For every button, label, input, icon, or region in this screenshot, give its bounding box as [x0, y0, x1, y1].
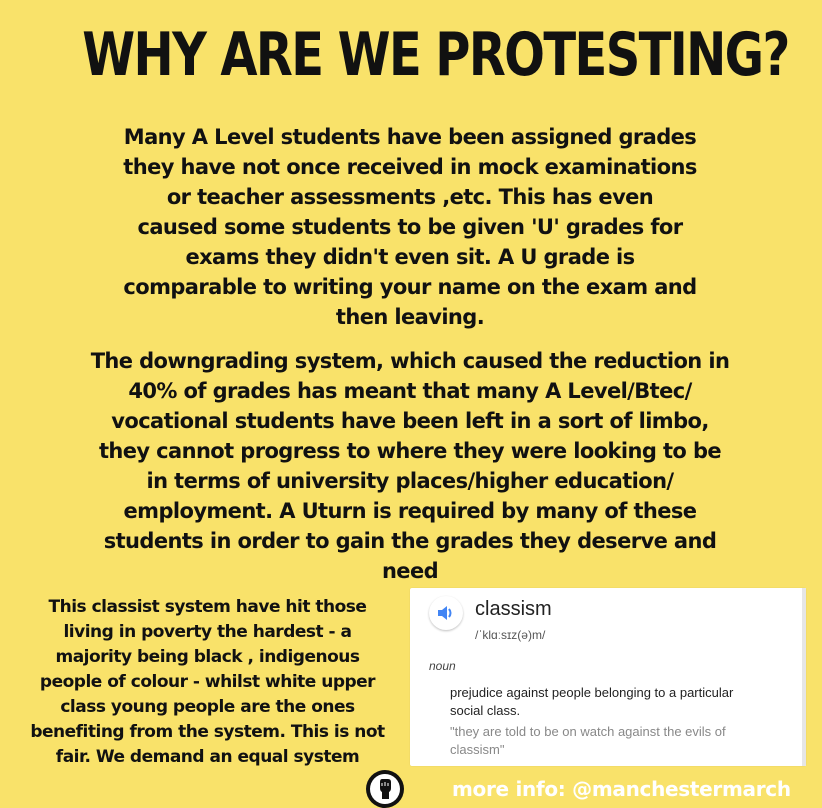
paragraph-line: The downgrading system, which caused the reduction in	[90, 349, 730, 373]
dictionary-definition: prejudice against people belonging to a particular social class.	[450, 685, 734, 718]
paragraph-line: This classist system have hit those	[48, 597, 367, 617]
paragraph-line: need	[381, 559, 439, 583]
paragraph-line: 40% of grades has meant that many A Level/Btec/	[128, 379, 692, 403]
paragraph-line: vocational students have been left in a sort of limbo,	[111, 409, 709, 433]
paragraph-line: majority being black , indigenous	[55, 647, 360, 667]
paragraph-line: benefiting from the system. This is not	[30, 722, 385, 742]
paragraph-line: class young people are the ones	[60, 697, 355, 717]
card-divider	[802, 588, 806, 766]
paragraph-line: people of colour - whilst white upper	[39, 672, 376, 692]
paragraph-line: students in order to gain the grades they deserve and	[103, 529, 717, 553]
dictionary-phonetic: /ˈklɑːsɪz(ə)m/	[475, 628, 546, 642]
paragraph-line: then leaving.	[335, 305, 485, 329]
paragraph-line: they have not once received in mock examinations	[123, 155, 697, 179]
paragraph-downgrading	[60, 346, 760, 586]
dictionary-card	[410, 588, 806, 766]
paragraph-classist	[10, 595, 405, 770]
more-info-link[interactable]: more info: @manchestermarch	[452, 777, 791, 801]
paragraph-line: in terms of university places/higher education/	[146, 469, 674, 493]
paragraph-grades	[60, 122, 760, 332]
dictionary-word: classism	[475, 598, 552, 620]
dictionary-part-of-speech: noun	[429, 659, 456, 673]
paragraph-line: employment. A Uturn is required by many of these	[123, 499, 697, 523]
page-title: WHY ARE WE PROTESTING?	[82, 20, 789, 90]
speaker-icon[interactable]	[429, 596, 463, 630]
paragraph-line: caused some students to be given 'U' grades for	[137, 215, 683, 239]
raised-fist-icon	[366, 770, 404, 808]
paragraph-line: exams they didn't even sit. A U grade is	[185, 245, 635, 269]
paragraph-line: they cannot progress to where they were looking to be	[98, 439, 722, 463]
paragraph-line: comparable to writing your name on the exam and	[123, 275, 697, 299]
paragraph-line: or teacher assessments ,etc. This has even	[166, 185, 654, 209]
paragraph-line: fair. We demand an equal system	[55, 747, 360, 767]
dictionary-example: "they are told to be on watch against the evils of classism"	[450, 724, 726, 757]
paragraph-line: living in poverty the hardest - a	[63, 622, 352, 642]
paragraph-line: Many A Level students have been assigned grades	[123, 125, 697, 149]
